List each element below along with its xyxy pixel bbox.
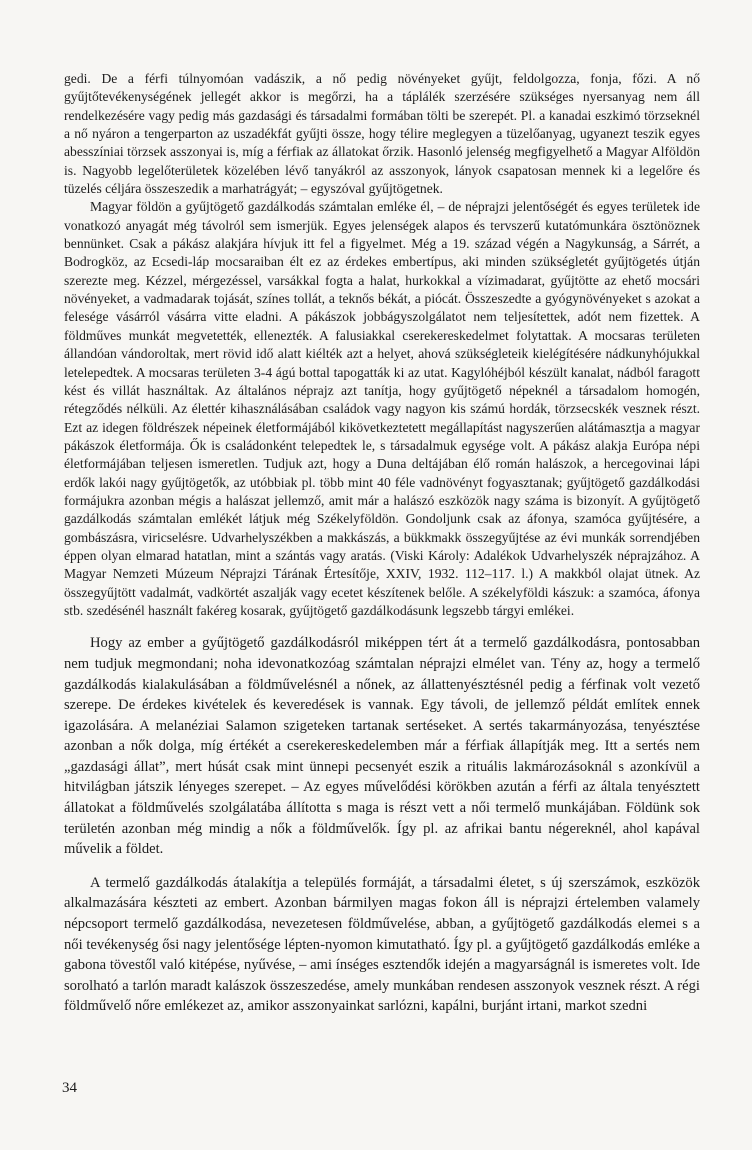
paragraph-gathering-women: gedi. De a férfi túlnyomóan vadászik, a nő pedig növényeket gyűjt, feldolgozza, fonja, főzi. A nő gyűjtőtevékenységének jellegét akkor is megőrzi, ha a táplálék szerzésére szükséges nyersanyag nem áll rendelkezésére vagy pedig más gazdasági és társadalmi formában tölti be szerepét. Pl. a kanadai eszkimó törzseknél a nő nyáron a tengerparton az uszadékfát gyűjti össze, hogy télire meglegyen a tüzelőanyag, ugyanezt teszik egyes abesszíniai törzsek asszonyai is, míg a férfiak az állatokat őrzik. Hasonló jelenség megfigyelhető a Magyar Alföldön is. Nagyobb legelőterületek közelében lévő tanyákról az asszonyok, lányok csapatosan mennek ki a legelőre és tüzelés céljára összeszedik a marhatrágyát; – egyszóval gyűjtögetnek.: [64, 71, 700, 197]
page-number: 34: [62, 1080, 77, 1096]
paragraph-pakasz: Magyar földön a gyűjtögető gazdálkodás számtalan emléke él, – de néprajzi jelentőségét és egyes területek ide vonatkozó anyagát még távolról sem ismerjük. Egyes jelenségek alapos és tervszerű kutatómunkára ösztönöznek bennünket. Csak a pákász alakjára hívjuk itt fel a figyelmet. Még a 19. század végén a Nagykunság, a Sárrét, a Bodrogköz, az Ecsedi-láp mocsaraiban élt ez az érdekes embertípus, aki minden szükségletét gyűjtögetés útján szerezte meg. Kézzel, mérgezéssel, varsákkal fogta a halat, hurkokkal a vízimadarat, gyűjtötte az ehető mocsári növényeket, a vadmadarak tojását, színes tollát, a teknős békát, a piócát. Összeszedte a gyógynövényeket s azokat a felesége vásárról vásárra vitte eladni. A pákászok jobbágyszolgálatot nem teljesítettek, adót nem fizettek. A földműves munkát megvetették, ellenezték. A falusiakkal cserekereskedelmet folytattak. A mocsaras területen állandóan vándoroltak, mert rövid idő alatt kiélték azt a helyet, ahová szükségleteik kielégítésére nádkunyhójukkal letelepedtek. A mocsaras területen 3-4 ágú bottal tapogatták ki az utat. Kagylóhéjból készült kanalat, nádból faragott kést és villát használtak. Az általános néprajz azt tanítja, hogy gyűjtögető népeknél a társadalom homogén, rétegződés nélküli. Az élettér kihasználásában családok vagy nagyon kis számú hordák, törzsecskék vesznek részt. Ezt az idegen földrészek népeinek életformájából kikövetkeztetett megállapítást nagyszerűen alátámasztja a magyar pákászok életformája. Ők is családonként telepedtek le, s társadalmuk egysége volt. A pákász alakja Európa népi életformájában teljesen ismeretlen. Tudjuk azt, hogy a Duna deltájában élő román halászok, a hercegovinai lápi erdők lakói nagy gyűjtögetők, az utóbbiak pl. több mint 40 féle vadnövényt fogyasztanak; gyűjtögető gazdálkodási formájukra azonban mégis a halászat jellemző, amit már a halászó eszközök nagy száma is bizonyít. A gyűjtögető gazdálkodás számtalan emlékét látjuk még Székelyföldön. Gondoljunk csak az áfonya, szamóca gyűjtésére, a gombászásra, viricselésre. Udvarhelyszékben a makkászás, a bükkmakk összegyűjtése az évi munkák sorrendjében éppen olyan elmarad hatatlan, mint a szántás vagy aratás. (Viski Károly: Adalékok Udvarhelyszék néprajzához. A Magyar Nemzeti Múzeum Néprajzi Tárának Értesítője, XXIV, 1932. 112–117. l.) A makkból olajat ütnek. Az összegyűjtött vadalmát, vadkörtét aszalják vagy ecetet készítenek belőle. A székelyföldi kászuk: a szamóca, áfonya stb. szedésénél használt fakéreg kosarak, gyűjtögető gazdálkodásunk legszebb tárgyi emlékei.: [64, 199, 700, 618]
paragraph-productive-economy: A termelő gazdálkodás átalakítja a település formáját, a társadalmi életet, s új szerszámok, eszközök alkalmazására készteti az embert. Azonban bármilyen magas fokon áll is néprajzi értelemben valamely népcsoport termelő gazdálkodása, nevezetesen földművelése, abban, a gyűjtögető gazdálkodás elemei s a női tevékenység ősi nagy jelentősége lépten-nyomon kimutatható. Így pl. a gyűjtögető gazdálkodás emléke a gabona tövestől való kitépése, nyűvése, – ami ínséges esztendők idején a magyarságnál is ismeretes volt. Ide sorolható a tarlón maradt kalászok összeszedése, amely munkában rendesen asszonyok vesznek részt. A régi földművelő nőre emlékezet az, amikor asszonyainkat sarlózni, kapálni, burjánt irtani, markot szedni: [64, 874, 700, 1015]
body-text: [64, 70, 700, 1017]
paragraph-transition: Hogy az ember a gyűjtögető gazdálkodásról miképpen tért át a termelő gazdálkodásra, pontosabban nem tudjuk megmondani; noha idevonatkozóag számtalan néprajzi elmélet van. Tény az, hogy a termelő gazdálkodás kialakulásában a földművelésnél a nőnek, az állattenyésztésnél pedig a férfinak volt vezető szerepe. De érdekes kivételek és keveredések is vannak. Egy távoli, de jellemző példát említek ennek igazolására. A melanéziai Salamon szigeteken tartanak sertéseket. A sertés takarmányozása, tenyésztése azonban a nők dolga, míg értékét a cserekereskedelemben már a férfiak állapítják meg. Itt a sertés nem „gazdasági állat”, mert húsát csak mint ünnepi pecsenyét eszik a rituális lakmározásoknál s azonkívül a hitvilágban játszik lényeges szerepet. – Az egyes művelődési körökben azután a férfi az általa tenyésztett állatokat a földművelés szolgálatába állította s maga is részt vett a női termelő munkájában. Földünk sok területén azonban még mindig a nők a földművelők. Így pl. az afrikai bantu négereknél, ahol kapával művelik a földet.: [64, 635, 700, 858]
